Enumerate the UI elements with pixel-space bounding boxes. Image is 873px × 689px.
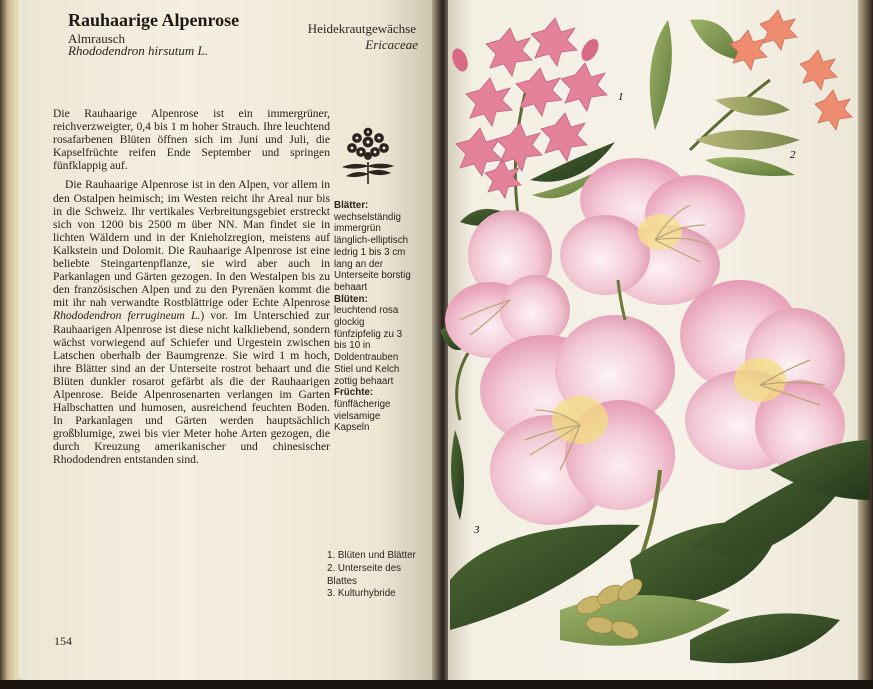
description-text	[53, 107, 330, 467]
note-text-fruits: fünffächerige vielsamige Kapseln	[334, 398, 391, 434]
paragraph-2-part-b: ) vor. Im Unterschied zur Rauhaarigen Alpenrose ist diese nicht kalkliebend, sondern wächst vorwiegend auf Schiefer und Urgestein zwischen Latschen oberhalb der Baumgrenze. Sie wird 1 m hoch, ihre Blätter sind an der Unterseite rostrot behaart und die Blüten dunkler rosarot gefärbt als die der Rauhaarigen Alpenrose. Beide Alpenrosenarten verlangen im Garten Halbschatten und humosen, ausreichend feuchten Boden. In Parkanlagen und Gärten werden hauptsächlich großblumige, zwei bis vier Meter hohe Arten gezogen, die durch Kreuzung amerikanischer und chinesischer Rhododendren entstanden sind.	[53, 309, 330, 467]
hybrid-blossoms	[440, 158, 870, 663]
plate-label-2: 2	[790, 149, 796, 161]
paragraph-1: Die Rauhaarige Alpenrose ist ein immergrüner, reichverzweigter, 0,4 bis 1 m hoher Strauch. Ihre leuchtend rosafarbenen Blüten öffnen sich im Juni und Juli, die Kapselfrüchte reifen Ende September und springen fünfklappig auf.	[53, 107, 330, 173]
paragraph-2-part-a: Die Rauhaarige Alpenrose ist in den Alpen, vor allem in den Ostalpen heimisch; im Westen reicht ihr Areal nur bis in die Schweiz. Ihr vertikales Verbreitungsgebiet erstreckt sich von 1200 bis 2500 m über NN. Man findet sie in lichten Wäldern und in der Knieholzregion, meistens auf Kalkstein und Dolomit. Die Rauhaarige Alpenrose ist eine beliebte Steingartenpflanze, sie wird aber auch in Parkanlagen und Gärten gezogen. In den Westalpen bis zu den französischen Alpen und zu den Pyrenäen kommt die mit ihr nah verwandte Rostblättrige oder Echte Alpenrose	[53, 178, 330, 310]
legend-item-2: 2. Unterseite des Blattes	[327, 562, 402, 587]
note-label-fruits: Früchte:	[334, 387, 374, 399]
note-text-leaves: wechselständig immergrün länglich-elliptisch ledrig 1 bis 3 cm lang an der Unterseite borstig behaart	[334, 211, 411, 293]
legend-item-3: 3. Kulturhybride	[327, 588, 396, 600]
alpine-flower-emblem-icon	[337, 126, 399, 186]
note-label-leaves: Blätter:	[334, 200, 369, 211]
rhododendron-illustration	[440, 0, 873, 689]
species-title: Rauhaarige Alpenrose	[68, 10, 240, 30]
paragraph-2-species: Rhododendron ferrugineum L.	[53, 309, 201, 323]
plate-legend	[327, 550, 422, 601]
botanical-notes	[334, 200, 414, 434]
common-name: Almrausch	[68, 31, 126, 46]
plate-label-3: 3	[474, 524, 480, 536]
family-name-latin: Ericaceae	[365, 37, 418, 52]
note-text-flowers: leuchtend rosa glockig fünfzipfelig zu 3 bis 10 in Doldentrauben Stiel und Kelch zottig behaart	[334, 305, 403, 387]
family-name-german: Heidekrautgewächse	[307, 21, 416, 36]
legend-item-1: 1. Blüten und Blätter	[327, 550, 416, 561]
note-label-flowers: Blüten:	[334, 293, 368, 305]
page-number: 154	[54, 634, 72, 648]
scientific-name: Rhododendron hirsutum L.	[68, 43, 208, 58]
paragraph-2	[53, 178, 330, 466]
underside-leaf-sprig	[650, 10, 852, 176]
plate-label-1: 1	[618, 91, 624, 103]
